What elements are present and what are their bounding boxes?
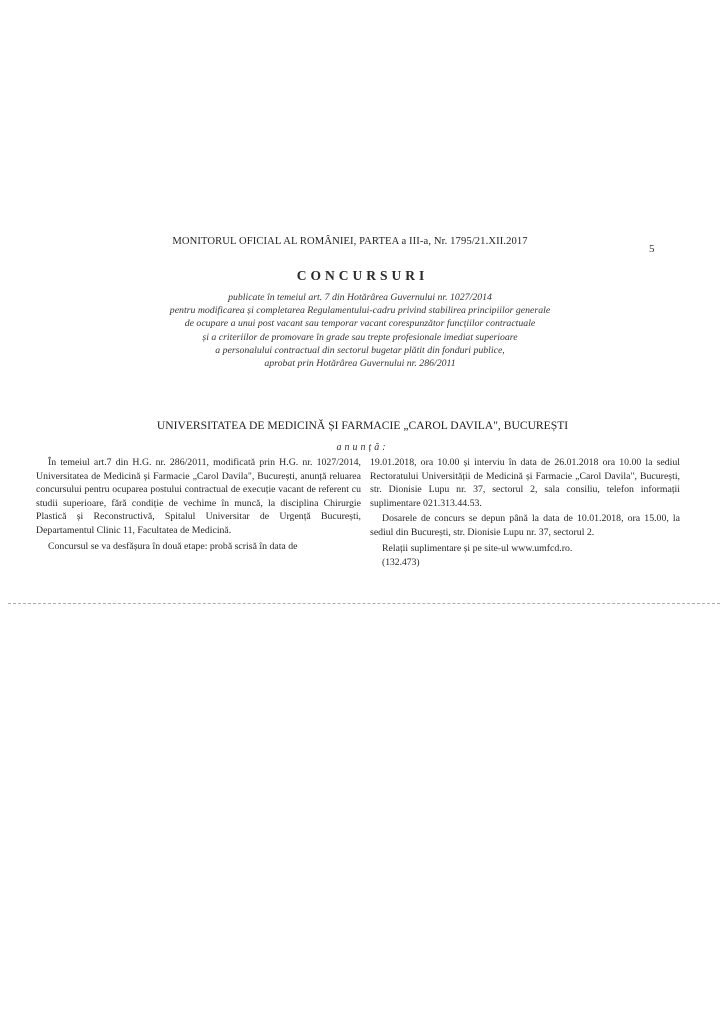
announce-label: anunță: (336, 442, 389, 453)
preamble-line: pentru modificarea și completarea Regulamentului-cadru privind stabilirea principiilor generale (169, 305, 551, 317)
body-paragraph: În temeiul art.7 din H.G. nr. 286/2011, modificată prin H.G. nr. 1027/2014, Universitatea de Medicină și Farmacie „Carol Davila", București, anunță reluarea concursului pentru ocuparea postului contractual de execuție vacant de referent cu studii superioare, fără condiție de vechime în muncă, la disciplina Chirurgie Plastică și Reconstructivă, Spitalul Universitar de Urgență București, Departamentul Clinic 11, Facultatea de Medicină. (36, 457, 361, 536)
section-title: CONCURSURI (296, 268, 429, 283)
preamble (140, 291, 580, 370)
preamble-line: și a criteriilor de promovare în grade sau trepte profesionale imediat superioare (202, 331, 518, 343)
body-paragraph: 19.01.2018, ora 10.00 și interviu în data de 26.01.2018 ora 10.00 la sediul Rectoratului Universității de Medicină și Farmacie „Carol Davila", București, str. Dionisie Lupu nr. 37, sectorul 2, sala consiliu, telefon informații suplimentare 021.313.44.53. (370, 457, 680, 509)
right-column (370, 456, 680, 570)
page-number: 5 (649, 243, 655, 255)
section-separator (8, 603, 720, 604)
preamble-line: publicate în temeiul art. 7 din Hotărârea Guvernului nr. 1027/2014 (228, 292, 492, 303)
body-paragraph: Relații suplimentare și pe site-ul www.umfcd.ro. (382, 542, 573, 554)
running-header: MONITORUL OFICIAL AL ROMÂNIEI, PARTEA a III-a, Nr. 1795/21.XII.2017 (172, 236, 528, 247)
body-paragraph: Concursul se va desfășura în două etape: probă scrisă în data de (48, 540, 298, 552)
preamble-line: de ocupare a unui post vacant sau temporar vacant corespunzător funcțiilor contractuale (184, 318, 536, 330)
preamble-line: aprobat prin Hotărârea Guvernului nr. 286/2011 (264, 358, 456, 370)
left-column (36, 456, 361, 553)
reference-number: (132.473) (382, 557, 420, 569)
body-paragraph: Dosarele de concurs se depun până la data de 10.01.2018, ora 15.00, la sediul din București, str. Dionisie Lupu nr. 37, sectorul 2. (370, 513, 680, 538)
preamble-line: a personalului contractual din sectorul bugetar plătit din fonduri publice, (215, 344, 505, 356)
institution-heading: UNIVERSITATEA DE MEDICINĂ ȘI FARMACIE „CAROL DAVILA", BUCUREȘTI (156, 419, 569, 432)
